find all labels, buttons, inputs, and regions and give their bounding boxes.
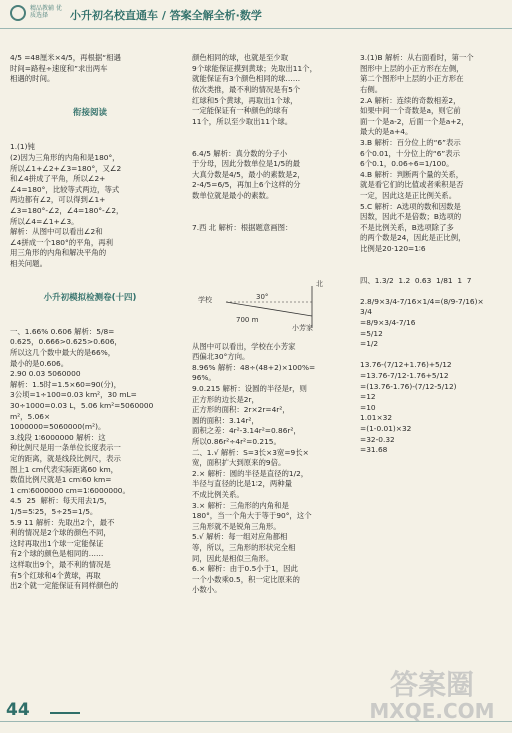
home-label: 小芳家	[292, 324, 313, 332]
column-left	[10, 32, 170, 602]
book-title: 小升初名校直通车 / 答案全解全析·数学	[70, 9, 262, 22]
intro-text: 4/5 =48厘米×4/5，再根据“相遇 时间=路程÷速度和”求出两车 相遇的时间。	[10, 53, 121, 84]
middle-after-diagram: 从图中可以看出，学校在小芳家 西偏北30°方向。 8.96% 解析：48÷(48+2)×100%= 96%。 9.0.215 解析：设圆的半径是r，则 正方形的边长是2r， 正方形的面积：2r×2r=4r²， 圆的面积：3.14r²， 面积之差：4r²-3.14r²=0.86r²， 所以0.86r²÷4r²=0.215。 二、1.√ 解析：S=3长×3宽=9长× 宽，面积扩大到原来的9倍。 2.× 解析：圆的半径是直径的1/2， 半径与直径的比是1∶2，两种量 不成比例关系。 3.× 解析：三角形的内角和是 180°，当一个角大于等于90°，这个 三角形就不是锐角三角形。 5.√ 解析：每一组对应角都相 等，所以，三角形的形状完全相 同，因此是相似三角形。 6.× 解析：由于0.5小于1，因此 一个小数乘0.5，积一定比原来的 小数小。	[192, 341, 316, 595]
section-title-exam: 小升初模拟检测卷(十四)	[43, 292, 137, 303]
distance-label: 700 m	[236, 316, 259, 324]
question-7: 7.西 北 解析：根据题意画图：	[192, 222, 293, 232]
path-line	[226, 302, 312, 316]
logo-text: 精品教辅 优质选择	[30, 5, 62, 19]
page-header	[0, 0, 512, 29]
watermark	[360, 660, 504, 726]
watermark-line1: 答案圈	[389, 668, 475, 701]
exam-answers-left: 一、1.66% 0.606 解析：5/8= 0.625，0.666>0.625>0.606， 所以这几个数中最大的是66%， 最小的是0.606。 2.90 0.03 5060000 解析：1.5时=1.5×60=90(分)， 3公顷=1÷100=0.03 km²，30 mL= 30÷1000=0.03 L，5.06 km²=5060000 m²，5.06× 1000000=5060000(m²)。 3.线段 1∶6000000 解析：这 种比例尺是用一条单位长度表示一 定的距离，就是线段比例尺，表示 图上1 cm代表实际距离60 km， 数值比例尺就是1 cm∶60 km= 1 cm∶6000000 cm=1∶6000000。 4.5 25 解析：每天用去1/5， 1/5=5∶25，5÷25=1/5。 5.9 11 解析：先取出2个，最不 利的情况是2个球的颜色不同， 这时再取出1个球一定能保证 有2个球的颜色是相同的…… 这样取出9个，最不利的情况是 有5个红球和4个黄球，再取 出2个就一定能保证有同样颜色的	[10, 326, 154, 591]
watermark-line2: MXQE.COM	[369, 699, 495, 723]
middle-top-text: 颜色相同的球，也就是至少取 9个球能保证摸到黄球；先取出11个， 就能保证有3个颜色相同的球…… 依次类推，最不利的情况是有5个 红球和5个黄球，再取出1个球， 一定能保证有一种颜色的球有 11个，所以至少取出11个球。	[192, 53, 317, 126]
page-number-dash	[50, 712, 80, 714]
column-right	[360, 32, 504, 466]
choice-answers: 3.(1)B 解析：从右面看时，第一个 图形中上层的小正方形在左侧， 第二个图形中上层的小正方形在 右侧。 2.A 解析：连续的奇数相差2， 如果中间一个奇数是a，则它前 面一个是a-2，后面一个是a+2， 最大的是a+4。 3.B 解析：百分位上的“6”表示 6个0.01，十分位上的“6”表示 6个0.1，0.06÷6=1/100。 4.B 解析：判断两个量的关系， 就是看它们的比值或者乘积是否 一定，因此这是正比例关系。 5.C 解析：A选项的数和因数是 因数，因此不是倍数；B选项的 不是比例关系，B选项除了多 的两个数是24，因此是正比例， 比例是20·120=1∶6	[360, 53, 474, 253]
school-label: 学校	[198, 296, 212, 304]
logo-icon	[10, 5, 26, 21]
direction-diagram	[196, 276, 346, 340]
reading-answers: 1.(1)钝 (2)因为三角形的内角和是180°， 所以∠1+∠2+∠3=180°，又∠2 和∠4拼成了平角，所以∠2+ ∠4=180°，比较等式两边，等式 两边都有∠2，可以得到∠1+ ∠3=180°-∠2，∠4=180°-∠2， 所以∠4=∠1+∠3。 解析：从图中可以看出∠2和 ∠4拼成一个180°的平角，再利 用三角形的内角和解决平角的 相关问题。	[10, 142, 124, 268]
page-number: 44	[6, 700, 30, 720]
question-6: 6.4/5 解析：真分数的分子小 于分母，因此分数单位是1/5的最 大真分数是4/5，最小的素数是2， 2-4/5=6/5，再加上6个这样的分 数单位就是最小的素数。	[192, 148, 305, 200]
section-title-reading: 衔接阅读	[72, 108, 107, 119]
north-label: 北	[316, 280, 323, 288]
angle-label: 30°	[256, 293, 269, 301]
calculation-answers: 四、1.3/2 1.2 0.63 1/81 1 7 2.8/9×3/4-7/16×1/4=(8/9-7/16)× 3/4 =8/9×3/4-7/16 =5/12 =1/2 13.76-(7/12+1.76)+5/12 =13.76-7/12-1.76+5/12 =(13.76-1.76)-(7/12-5/12) =12 =10 1.01×32 =(1-0.01)×32 =32-0.32 =31.68	[360, 275, 484, 455]
footer-rule	[0, 721, 512, 722]
